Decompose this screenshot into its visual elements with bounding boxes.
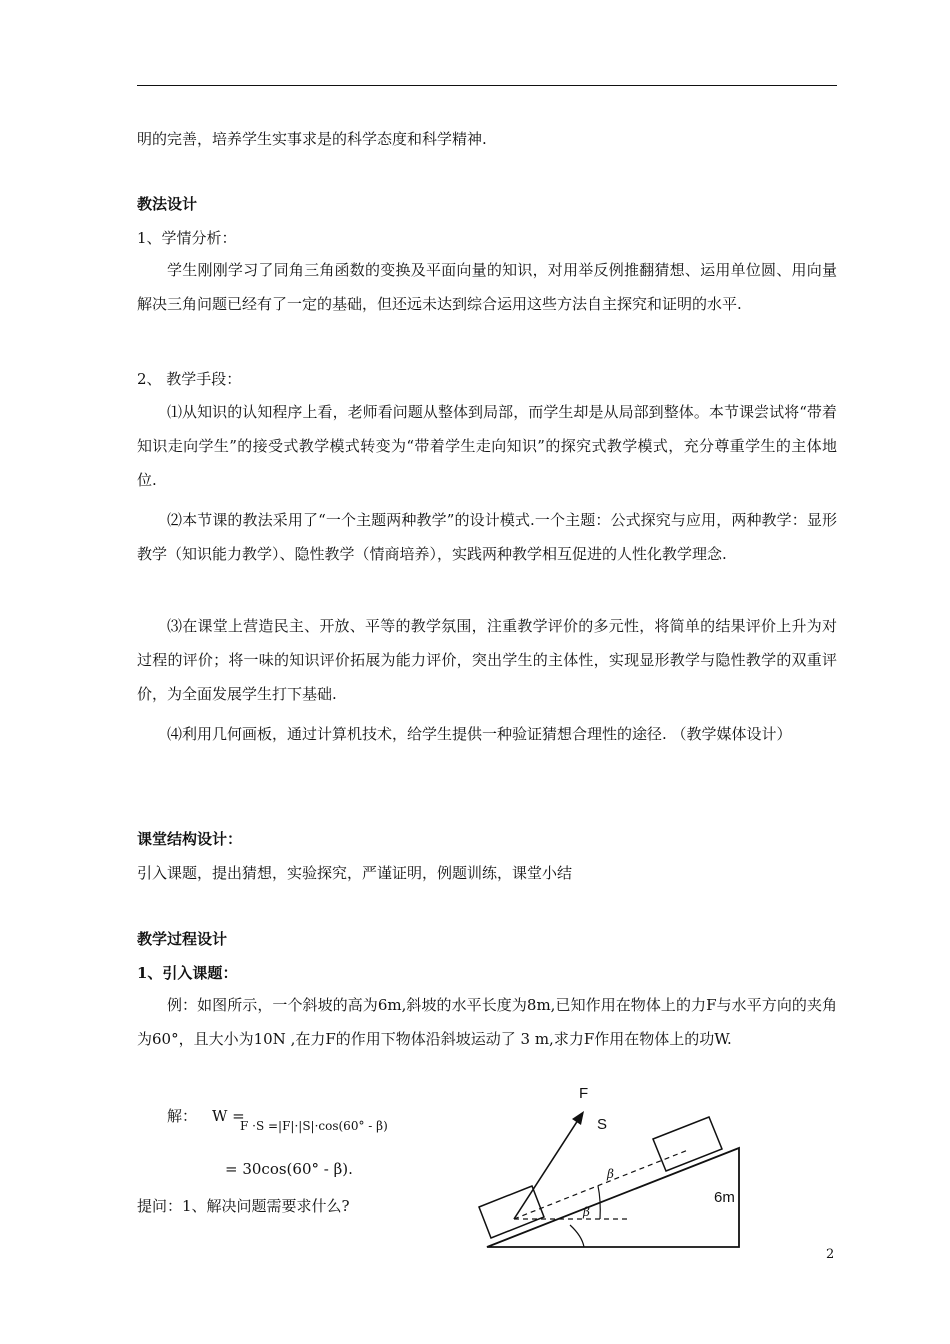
class-structure-line: 引入课题，提出猜想，实验探究，严谨证明，例题训练，课堂小结 bbox=[137, 864, 573, 882]
label-beta-upper: β bbox=[607, 1167, 614, 1181]
label-beta-lower: β bbox=[583, 1205, 590, 1219]
paragraph-student-analysis: 学生刚刚学习了同角三角函数的变换及平面向量的知识，对用举反例推翻猜想、运用单位圆、用向量解决三角问题已经有了一定的基础，但还远未达到综合运用这些方法自主探究和证明的水平. bbox=[137, 261, 837, 313]
angle-arc-base bbox=[570, 1225, 584, 1247]
paragraph-means-3: ⑶在课堂上营造民主、开放、平等的教学氛围，注重教学评价的多元性，将简单的结果评价上升为对过程的评价；将一味的知识评价拓展为能力评价，突出学生的主体性，实现显形教学与隐性教学的双重评价，为全面发展学生打下基础. bbox=[137, 617, 837, 703]
subheading-teaching-means: 2、 教学手段： bbox=[137, 370, 242, 388]
page-number: 2 bbox=[826, 1247, 835, 1262]
continued-line: 明的完善，培养学生实事求是的科学态度和科学精神. bbox=[137, 130, 487, 148]
equation-2: = 30cos(60° - β). bbox=[225, 1160, 353, 1178]
paragraph-means-1: ⑴从知识的认知程序上看，老师看问题从整体到局部，而学生却是从局部到整体。本节课尝试将“带着知识走向学生”的接受式教学模式转变为“带着学生走向知识”的探究式教学模式，充分尊重学生的主体地位. bbox=[137, 403, 837, 489]
subheading-introduce-topic: 1、引入课题： bbox=[137, 964, 238, 982]
solution-label: 解： bbox=[167, 1107, 198, 1125]
force-arrow-head bbox=[572, 1111, 584, 1125]
paragraph-means-4: ⑷利用几何画板，通过计算机技术，给学生提供一种验证猜想合理性的途径. （教学媒体设计） bbox=[167, 725, 792, 743]
paragraph-means-2: ⑵本节课的教法采用了“一个主题两种教学”的设计模式.一个主题：公式探究与应用，两种教学：显形教学（知识能力教学）、隐性教学（情商培养），实践两种教学相互促进的人性化教学理念. bbox=[137, 511, 837, 563]
equation-1-rhs: F ·S =|F|·|S|·cos(60° - β) bbox=[240, 1119, 388, 1133]
equation-1-lhs: W = bbox=[212, 1107, 245, 1125]
box-lower bbox=[479, 1186, 544, 1238]
subheading-student-analysis: 1、学情分析： bbox=[137, 229, 237, 247]
label-force-f: F bbox=[579, 1085, 589, 1102]
box-upper bbox=[653, 1117, 722, 1171]
label-displacement-s: S bbox=[597, 1116, 608, 1133]
label-height-6m: 6m bbox=[714, 1189, 735, 1206]
heading-teaching-method: 教法设计 bbox=[137, 195, 198, 213]
force-arrow-line bbox=[514, 1117, 580, 1219]
heading-class-structure: 课堂结构设计： bbox=[137, 830, 243, 848]
heading-teaching-process: 教学过程设计 bbox=[137, 930, 228, 948]
question-1: 提问：1、解决问题需要求什么? bbox=[137, 1197, 350, 1215]
paragraph-example: 例：如图所示，一个斜坡的高为6m,斜坡的水平长度为8m,已知作用在物体上的力F与水平方向的夹角为60°，且大小为10N ,在力F的作用下物体沿斜坡运动了 3 m,求力F作用在物体上的功W. bbox=[137, 996, 837, 1048]
